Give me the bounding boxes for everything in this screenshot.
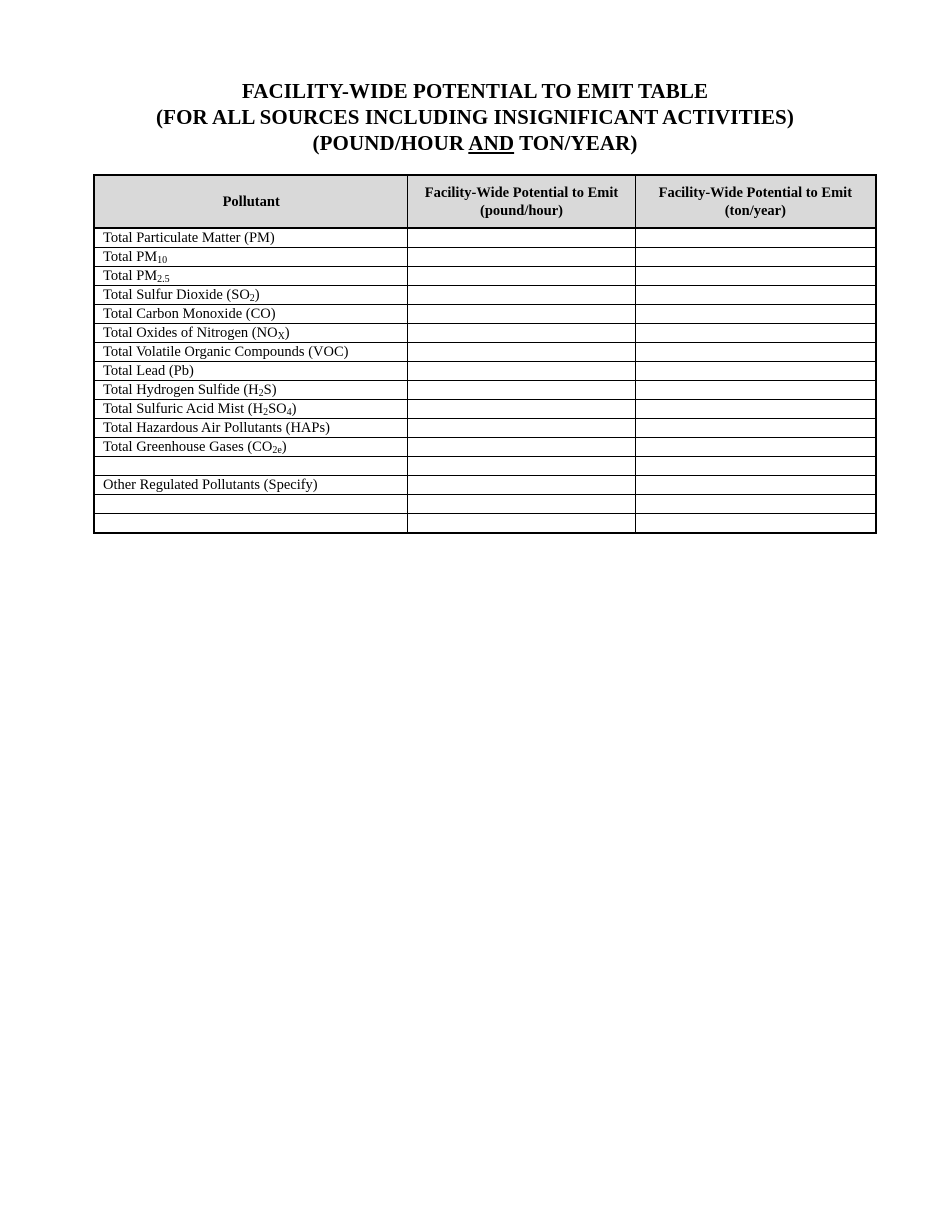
lb-hr-cell[interactable] bbox=[408, 343, 635, 362]
pollutant-cell bbox=[94, 476, 408, 495]
table-row bbox=[94, 400, 876, 419]
pollutant-name-tail: ) bbox=[281, 439, 287, 455]
pollutant-subscript: X bbox=[277, 331, 285, 342]
ton-yr-cell[interactable] bbox=[635, 514, 876, 534]
lb-hr-cell[interactable] bbox=[408, 514, 635, 534]
ton-yr-cell[interactable] bbox=[635, 400, 876, 419]
lb-hr-cell[interactable] bbox=[408, 381, 635, 400]
pollutant-name: Total Sulfur Dioxide (SO bbox=[103, 287, 250, 303]
ton-yr-cell[interactable] bbox=[635, 438, 876, 457]
pollutant-cell bbox=[94, 343, 408, 362]
pollutant-subscript: 4 bbox=[286, 407, 292, 418]
pollutant-name: Total Volatile Organic Compounds (VOC) bbox=[103, 344, 349, 360]
table-row bbox=[94, 438, 876, 457]
lb-hr-cell[interactable] bbox=[408, 267, 635, 286]
pollutant-name-tail: ) bbox=[284, 325, 290, 341]
ton-yr-cell[interactable] bbox=[635, 324, 876, 343]
pollutant-name: Total Greenhouse Gases (CO bbox=[103, 439, 273, 455]
lb-hr-cell[interactable] bbox=[408, 476, 635, 495]
pollutant-subscript: 2.5 bbox=[157, 274, 170, 285]
pollutant-name: Total PM bbox=[103, 249, 158, 265]
table-row bbox=[94, 457, 876, 476]
table-body bbox=[94, 228, 876, 533]
table-row bbox=[94, 286, 876, 305]
pollutant-cell bbox=[94, 305, 408, 324]
pollutant-subscript: 2 bbox=[249, 293, 255, 304]
pollutant-cell bbox=[94, 457, 408, 476]
pollutant-subscript: 2e bbox=[272, 445, 282, 456]
pollutant-name: Total Sulfuric Acid Mist (H bbox=[103, 401, 264, 417]
pollutant-name: Other Regulated Pollutants (Specify) bbox=[103, 477, 318, 493]
table-row bbox=[94, 419, 876, 438]
table-header-row bbox=[94, 175, 876, 228]
page-title bbox=[0, 78, 950, 156]
ton-yr-cell[interactable] bbox=[635, 476, 876, 495]
table-row bbox=[94, 514, 876, 534]
title-line-2: (FOR ALL SOURCES INCLUDING INSIGNIFICANT ACTIVITIES) bbox=[156, 105, 794, 129]
table-row bbox=[94, 324, 876, 343]
pollutant-cell bbox=[94, 419, 408, 438]
pollutant-cell bbox=[94, 438, 408, 457]
pollutant-name-tail: S) bbox=[263, 382, 277, 398]
ton-yr-cell[interactable] bbox=[635, 362, 876, 381]
lb-hr-cell[interactable] bbox=[408, 362, 635, 381]
header-lb-hr bbox=[408, 175, 635, 228]
lb-hr-cell[interactable] bbox=[408, 324, 635, 343]
lb-hr-cell[interactable] bbox=[408, 228, 635, 248]
title-underlined-and: AND bbox=[468, 131, 515, 155]
table-row bbox=[94, 267, 876, 286]
pollutant-cell bbox=[94, 362, 408, 381]
table-row bbox=[94, 248, 876, 267]
header-ton-yr-line1: Facility-Wide Potential to Emit bbox=[658, 184, 853, 201]
pollutant-cell bbox=[94, 495, 408, 514]
title-line-1: FACILITY-WIDE POTENTIAL TO EMIT TABLE bbox=[241, 79, 709, 103]
lb-hr-cell[interactable] bbox=[408, 305, 635, 324]
header-pollutant: Pollutant bbox=[94, 175, 408, 228]
lb-hr-cell[interactable] bbox=[408, 457, 635, 476]
lb-hr-cell[interactable] bbox=[408, 286, 635, 305]
lb-hr-cell[interactable] bbox=[408, 248, 635, 267]
table-row bbox=[94, 381, 876, 400]
ton-yr-cell[interactable] bbox=[635, 248, 876, 267]
pollutant-name: Total Oxides of Nitrogen (NO bbox=[103, 325, 278, 341]
ton-yr-cell[interactable] bbox=[635, 286, 876, 305]
ton-yr-cell[interactable] bbox=[635, 305, 876, 324]
pollutant-cell bbox=[94, 248, 408, 267]
table-row bbox=[94, 228, 876, 248]
table-row bbox=[94, 495, 876, 514]
title-line-3 bbox=[0, 130, 950, 156]
pollutant-name: Total Lead (Pb) bbox=[103, 363, 194, 379]
lb-hr-cell[interactable] bbox=[408, 495, 635, 514]
ton-yr-cell[interactable] bbox=[635, 381, 876, 400]
ton-yr-cell[interactable] bbox=[635, 495, 876, 514]
pollutant-cell bbox=[94, 286, 408, 305]
title-line-3-after: TON/YEAR) bbox=[514, 131, 638, 155]
pollutant-cell bbox=[94, 267, 408, 286]
ton-yr-cell[interactable] bbox=[635, 343, 876, 362]
pollutant-name: Total Carbon Monoxide (CO) bbox=[103, 306, 276, 322]
ton-yr-cell[interactable] bbox=[635, 228, 876, 248]
table-row bbox=[94, 362, 876, 381]
pollutant-subscript: 2 bbox=[258, 388, 264, 399]
pollutant-name-tail: ) bbox=[254, 287, 260, 303]
lb-hr-cell[interactable] bbox=[408, 438, 635, 457]
pollutant-cell bbox=[94, 514, 408, 534]
header-ton-yr-line2: (ton/year) bbox=[724, 202, 786, 219]
pollutant-name-tail: SO bbox=[268, 401, 287, 417]
header-lb-hr-line1: Facility-Wide Potential to Emit bbox=[424, 184, 619, 201]
pte-table bbox=[93, 174, 877, 534]
pollutant-subscript: 10 bbox=[157, 255, 168, 266]
table-row bbox=[94, 305, 876, 324]
pollutant-name-tail: ) bbox=[291, 401, 297, 417]
ton-yr-cell[interactable] bbox=[635, 419, 876, 438]
pollutant-cell bbox=[94, 228, 408, 248]
pollutant-cell bbox=[94, 400, 408, 419]
pollutant-cell bbox=[94, 324, 408, 343]
pollutant-name: Total Hydrogen Sulfide (H bbox=[103, 382, 259, 398]
header-ton-yr bbox=[635, 175, 876, 228]
lb-hr-cell[interactable] bbox=[408, 400, 635, 419]
table-row bbox=[94, 476, 876, 495]
pollutant-name: Total Particulate Matter (PM) bbox=[103, 230, 275, 246]
header-lb-hr-line2: (pound/hour) bbox=[480, 202, 564, 219]
pollutant-name: Total PM bbox=[103, 268, 158, 284]
title-line-3-before: (POUND/HOUR bbox=[312, 131, 469, 155]
lb-hr-cell[interactable] bbox=[408, 419, 635, 438]
ton-yr-cell[interactable] bbox=[635, 267, 876, 286]
pollutant-name: Total Hazardous Air Pollutants (HAPs) bbox=[103, 420, 330, 436]
ton-yr-cell[interactable] bbox=[635, 457, 876, 476]
pollutant-subscript: 2 bbox=[263, 407, 269, 418]
pollutant-cell bbox=[94, 381, 408, 400]
table-row bbox=[94, 343, 876, 362]
